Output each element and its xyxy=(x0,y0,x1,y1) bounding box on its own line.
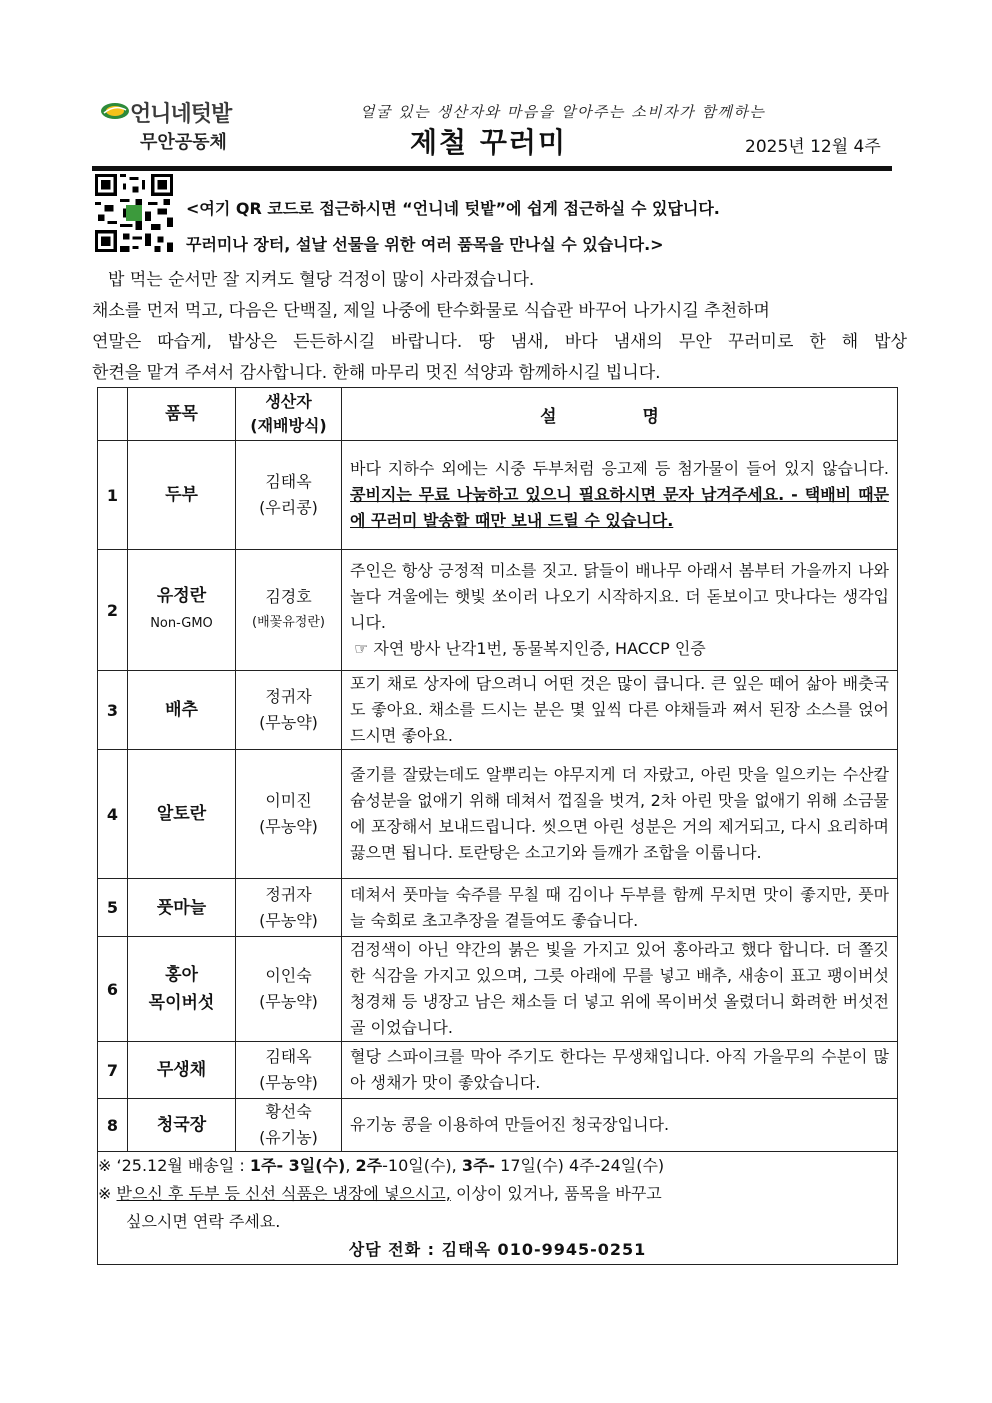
delivery-schedule xyxy=(98,1152,897,1180)
footer-row xyxy=(98,1152,898,1265)
producer-cell xyxy=(236,937,342,1042)
item-description: 혈당 스파이크를 막아 주기도 한다는 무생채입니다. 아직 가을무의 수분이 많아 생채가 맛이 좋았습니다. xyxy=(342,1042,898,1099)
header-description-label: 설 명 xyxy=(540,406,699,427)
intro-line: 밥 먹는 순서만 잘 지켜도 혈당 걱정이 많이 사라졌습니다. xyxy=(108,270,535,290)
item-name-line2: 목이버섯 xyxy=(148,993,215,1013)
producer-cell xyxy=(236,550,342,671)
row-number: 1 xyxy=(98,441,128,550)
week3-label: 3주- xyxy=(461,1156,496,1175)
header-producer xyxy=(236,388,342,441)
producer-cell xyxy=(236,750,342,879)
table-header-row xyxy=(98,388,898,441)
week2-label: 2주 xyxy=(355,1156,383,1175)
description-emphasis: 콩비지는 무료 나눔하고 있으니 필요하시면 문자 남겨주세요. - 택배비 때문에 꾸러미 발송할 때만 보내 드릴 수 있습니다. xyxy=(350,485,889,530)
header-producer-label: 생산자 xyxy=(265,392,312,411)
producer-name: 김경호 xyxy=(265,587,312,606)
item-name: 무생채 xyxy=(128,1042,236,1099)
description-text: 바다 지하수 외에는 시중 두부처럼 응고제 등 첨가물이 들어 있지 않습니다. xyxy=(350,459,889,478)
producer-cell xyxy=(236,1099,342,1152)
item-name: 유정란 xyxy=(156,586,207,606)
row-number: 4 xyxy=(98,750,128,879)
cultivation-method: (무농약) xyxy=(259,910,318,930)
row-number: 6 xyxy=(98,937,128,1042)
item-name: 두부 xyxy=(128,441,236,550)
footer-notes xyxy=(98,1152,898,1265)
header-method-label: (재배방식) xyxy=(250,416,327,435)
table-row xyxy=(98,1099,898,1152)
slogan: 얼굴 있는 생산자와 마음을 알아주는 소비자가 함께하는 xyxy=(360,103,766,121)
row-number: 3 xyxy=(98,671,128,750)
items-table xyxy=(97,387,898,1265)
producer-name: 정귀자 xyxy=(265,687,312,706)
table-row xyxy=(98,750,898,879)
qr-notice-line1: <여기 QR 코드로 접근하시면 “언니네 텃밭”에 쉽게 접근하실 수 있답니다. xyxy=(186,199,720,218)
cultivation-method: (무농약) xyxy=(259,992,318,1011)
note-mark: ※ xyxy=(98,1184,117,1203)
item-description: 줄기를 잘랐는데도 알뿌리는 야무지게 더 자랐고, 아린 맛을 일으키는 수산칼슘성분을 없애기 위해 데쳐서 껍질을 벗겨, 2차 아린 맛을 없애기 위해 소금물에 포장해서 보내드립니다. 씻으면 아린 성분은 거의 제거되고, 다시 요리하며 끓으면 됩니다. 토란탕은 소고기와 들깨가 조합을 이룹니다. xyxy=(342,750,898,879)
table-row xyxy=(98,441,898,550)
intro-line: 채소를 먼저 먹고, 다음은 단백질, 제일 나중에 탄수화물로 식습관 바꾸어 나가시길 추천하며 xyxy=(92,301,770,321)
producer-name: 정귀자 xyxy=(265,884,312,904)
intro-paragraph xyxy=(92,265,907,389)
separator: , xyxy=(345,1156,356,1175)
producer-cell xyxy=(236,671,342,750)
row-number: 7 xyxy=(98,1042,128,1099)
producer-cell xyxy=(236,879,342,937)
producer-cell xyxy=(236,441,342,550)
week2-date: -10일(수), xyxy=(382,1156,462,1175)
row-number: 2 xyxy=(98,550,128,671)
community-name: 무안공동체 xyxy=(140,132,227,153)
cultivation-method: (무농약) xyxy=(259,1073,318,1092)
issue-date: 2025년 12월 4주 xyxy=(745,137,881,157)
week1-date: 1주- 3일(수) xyxy=(249,1156,346,1175)
qr-code-icon[interactable] xyxy=(94,174,174,252)
producer-name: 김태옥 xyxy=(265,472,312,491)
item-name: 풋마늘 xyxy=(128,879,236,937)
producer-name: 황선숙 xyxy=(265,1102,312,1121)
item-name: 알토란 xyxy=(128,750,236,879)
item-description xyxy=(342,550,898,671)
storage-note xyxy=(98,1180,897,1208)
item-description xyxy=(342,441,898,550)
description-text: 주인은 항상 긍정적 미소를 짓고. 닭들이 배나무 아래서 봄부터 가을까지 나와 놀다 겨울에는 햇빛 쏘이러 나오기 시작하지요. 더 돋보이고 맛나다는 생각입니다. xyxy=(350,561,889,632)
header-item: 품목 xyxy=(128,388,236,441)
qr-notice-line2: 꾸러미나 장터, 설날 선물을 위한 여러 품목을 만나실 수 있습니다.> xyxy=(186,235,664,254)
week3-4-dates: 17일(수) 4주-24일(수) xyxy=(495,1156,665,1175)
contact-phone[interactable]: 상담 전화 : 김태옥 010-9945-0251 xyxy=(348,1240,647,1259)
cultivation-method: (우리콩) xyxy=(259,498,318,517)
producer-name: 이인숙 xyxy=(265,966,312,985)
item-name: 배추 xyxy=(128,671,236,750)
delivery-prefix: ※ ‘25.12월 배송일 : xyxy=(98,1156,250,1175)
intro-line: 연말은 따습게, 밥상은 든든하시길 바랍니다. 땅 냄새, 바다 냄새의 무안 꾸러미로 한 해 밥상 xyxy=(92,332,907,352)
item-certification: Non-GMO xyxy=(150,616,213,631)
header-description xyxy=(342,388,898,441)
producer-name: 김태옥 xyxy=(265,1047,312,1066)
storage-note-rest: 이상이 있거나, 품목을 바꾸고 xyxy=(450,1184,662,1203)
cultivation-method: (무농약) xyxy=(259,817,318,836)
table-row xyxy=(98,550,898,671)
item-name-cell xyxy=(128,550,236,671)
brand-name: 언니네텃밭 xyxy=(130,102,232,127)
table-row xyxy=(98,671,898,750)
intro-line: 한켠을 맡겨 주셔서 감사합니다. 한해 마무리 멋진 석양과 함께하시길 빕니다. xyxy=(92,363,661,383)
producer-name: 이미진 xyxy=(265,791,312,810)
item-description: 포기 채로 상자에 담으려니 어떤 것은 많이 큽니다. 큰 잎은 떼어 삶아 배춧국도 좋아요. 채소를 드시는 분은 몇 잎씩 다른 야채들과 쪄서 된장 소스를 얹어 드시면 좋아요. xyxy=(342,671,898,750)
item-description: 유기농 콩을 이용하여 만들어진 청국장입니다. xyxy=(342,1099,898,1152)
cultivation-method: (무농약) xyxy=(259,713,318,732)
header-no xyxy=(98,388,128,441)
producer-cell xyxy=(236,1042,342,1099)
storage-note-line2: 싶으시면 연락 주세요. xyxy=(126,1212,281,1231)
table-row xyxy=(98,1042,898,1099)
item-name: 홍아 xyxy=(165,965,198,985)
item-description: 데쳐서 풋마늘 숙주를 무칠 때 김이나 두부를 함께 무치면 맛이 좋지만, 풋마늘 숙회로 초고추장을 곁들여도 좋습니다. xyxy=(342,879,898,937)
item-name: 청국장 xyxy=(128,1099,236,1152)
storage-note-underlined: 받으신 후 두부 등 신선 식품은 냉장에 넣으시고, xyxy=(116,1184,451,1203)
logo xyxy=(100,97,260,155)
cultivation-method: (유기농) xyxy=(259,1128,318,1147)
cultivation-method: (배꽃유정란) xyxy=(252,615,325,630)
item-description: 검정색이 아닌 약간의 붉은 빛을 가지고 있어 홍아라고 했다 합니다. 더 쫄깃한 식감을 가지고 있으며, 그릇 아래에 무를 넣고 배추, 새송이 표고 팽이버섯 청경채 등 냉장고 남은 채소들 더 넣고 위에 목이버섯 올렸더니 화려한 버섯전골 이었습니다. xyxy=(342,937,898,1042)
description-note: ☞ 자연 방사 난각1번, 동물복지인증, HACCP 인증 xyxy=(354,639,706,658)
table-row xyxy=(98,879,898,937)
row-number: 8 xyxy=(98,1099,128,1152)
table-row xyxy=(98,937,898,1042)
leaf-logo-icon xyxy=(100,101,130,121)
item-name-cell xyxy=(128,937,236,1042)
row-number: 5 xyxy=(98,879,128,937)
header-divider xyxy=(92,166,892,171)
page-title: 제철 꾸러미 xyxy=(410,126,567,159)
